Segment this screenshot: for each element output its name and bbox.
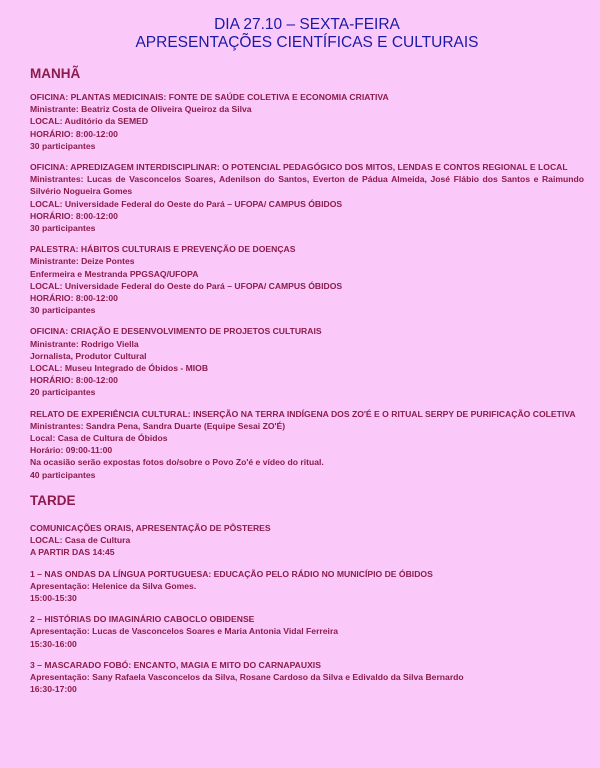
- morning-item-3: [30, 243, 584, 316]
- item-time: Horário: 09:00-11:00: [30, 445, 113, 456]
- item-title: OFICINA: PLANTAS MEDICINAIS: FONTE DE SAÚDE COLETIVA E ECONOMIA CRIATIVA: [30, 92, 389, 102]
- item-location: LOCAL: Universidade Federal do Oeste do Pará – UFOPA/ CAMPUS ÓBIDOS: [30, 280, 343, 291]
- afternoon-item-4: [30, 659, 584, 696]
- afternoon-item-2: [30, 568, 584, 605]
- item-location: LOCAL: Auditório da SEMED: [30, 116, 149, 127]
- item-presenter: Ministrantes: Sandra Pena, Sandra Duarte (Equipe Sesai ZO'É): [30, 420, 286, 431]
- item-time: 15:00-15:30: [30, 592, 77, 603]
- item-presenter: Ministrante: Deize Pontes: [30, 256, 135, 267]
- item-time: A PARTIR DAS 14:45: [30, 547, 115, 558]
- item-title: OFICINA: CRIAÇÃO E DESENVOLVIMENTO DE PROJETOS CULTURAIS: [30, 326, 322, 337]
- item-title: COMUNICAÇÕES ORAIS, APRESENTAÇÃO DE PÔSTERES: [30, 522, 271, 533]
- item-time: 15:30-16:00: [30, 638, 77, 649]
- item-capacity: 40 participantes: [30, 469, 96, 480]
- section-afternoon-heading: TARDE: [30, 492, 76, 508]
- item-presenter: Apresentação: Helenice da Silva Gomes.: [30, 580, 197, 591]
- item-location: LOCAL: Casa de Cultura: [30, 535, 131, 546]
- page-title: [30, 16, 584, 52]
- item-presenter-role: Enfermeira e Mestranda PPGSAQ/UFOPA: [30, 268, 199, 279]
- item-note: Na ocasião serão expostas fotos do/sobre o Povo Zo'é e vídeo do ritual.: [30, 457, 324, 468]
- item-time: HORÁRIO: 8:00-12:00: [30, 210, 118, 221]
- item-capacity: 30 participantes: [30, 223, 96, 234]
- item-title: 1 – NAS ONDAS DA LÍNGUA PORTUGUESA: EDUCAÇÃO PELO RÁDIO NO MUNICÍPIO DE ÓBIDOS: [30, 568, 433, 579]
- item-time: HORÁRIO: 8:00-12:00: [30, 375, 118, 386]
- morning-item-5: [30, 408, 584, 481]
- item-presenter-role: Jornalista, Produtor Cultural: [30, 350, 147, 361]
- afternoon-item-1: [30, 522, 584, 559]
- morning-item-1: [30, 91, 584, 152]
- afternoon-item-3: [30, 613, 584, 650]
- item-presenter: Ministrantes: Lucas de Vasconcelos Soares, Adenilson do Santos, Everton de Pádua Almeida, José Flábio dos Santos e Raimundo Silvério Nogueira Gomes: [30, 174, 584, 197]
- item-title: OFICINA: APREDIZAGEM INTERDISCIPLINAR: O POTENCIAL PEDAGÓGICO DOS MITOS, LENDAS E CONTOS REGIONAL E LOCAL: [30, 162, 568, 173]
- item-capacity: 30 participantes: [30, 305, 96, 316]
- item-title: 2 – HISTÓRIAS DO IMAGINÁRIO CABOCLO OBIDENSE: [30, 614, 255, 625]
- item-title: RELATO DE EXPERIÊNCIA CULTURAL: INSERÇÃO NA TERRA INDÍGENA DOS ZO'É E O RITUAL SERPY DE PURIFICAÇÃO COLETIVA: [30, 408, 576, 419]
- morning-item-4: [30, 325, 584, 398]
- item-presenter: Ministrante: Rodrigo Viella: [30, 338, 139, 349]
- item-capacity: 20 participantes: [30, 387, 96, 398]
- item-time: 16:30-17:00: [30, 684, 77, 695]
- title-date: DIA 27.10 – SEXTA-FEIRA: [214, 16, 400, 33]
- item-capacity: 30 participantes: [30, 140, 96, 151]
- item-title: PALESTRA: HÁBITOS CULTURAIS E PREVENÇÃO DE DOENÇAS: [30, 244, 296, 255]
- item-location: Local: Casa de Cultura de Óbidos: [30, 433, 168, 444]
- item-location: LOCAL: Universidade Federal do Oeste do Pará – UFOPA/ CAMPUS ÓBIDOS: [30, 198, 343, 209]
- item-presenter: Apresentação: Lucas de Vasconcelos Soares e Maria Antonia Vidal Ferreira: [30, 626, 339, 637]
- section-morning-heading: MANHÃ: [30, 66, 81, 81]
- item-title: 3 – MASCARADO FOBÓ: ENCANTO, MAGIA E MITO DO CARNAPAUXIS: [30, 659, 321, 670]
- item-location: LOCAL: Museu Integrado de Óbidos - MIOB: [30, 363, 209, 374]
- morning-item-2: [30, 161, 584, 234]
- title-subtitle: APRESENTAÇÕES CIENTÍFICAS E CULTURAIS: [135, 34, 479, 51]
- item-time: HORÁRIO: 8:00-12:00: [30, 293, 118, 304]
- item-presenter: Apresentação: Sany Rafaela Vasconcelos da Silva, Rosane Cardoso da Silva e Edivaldo da Silva Bernardo: [30, 671, 464, 682]
- item-presenter: Ministrante: Beatriz Costa de Oliveira Queiroz da Silva: [30, 104, 252, 115]
- item-time: HORÁRIO: 8:00-12:00: [30, 128, 118, 139]
